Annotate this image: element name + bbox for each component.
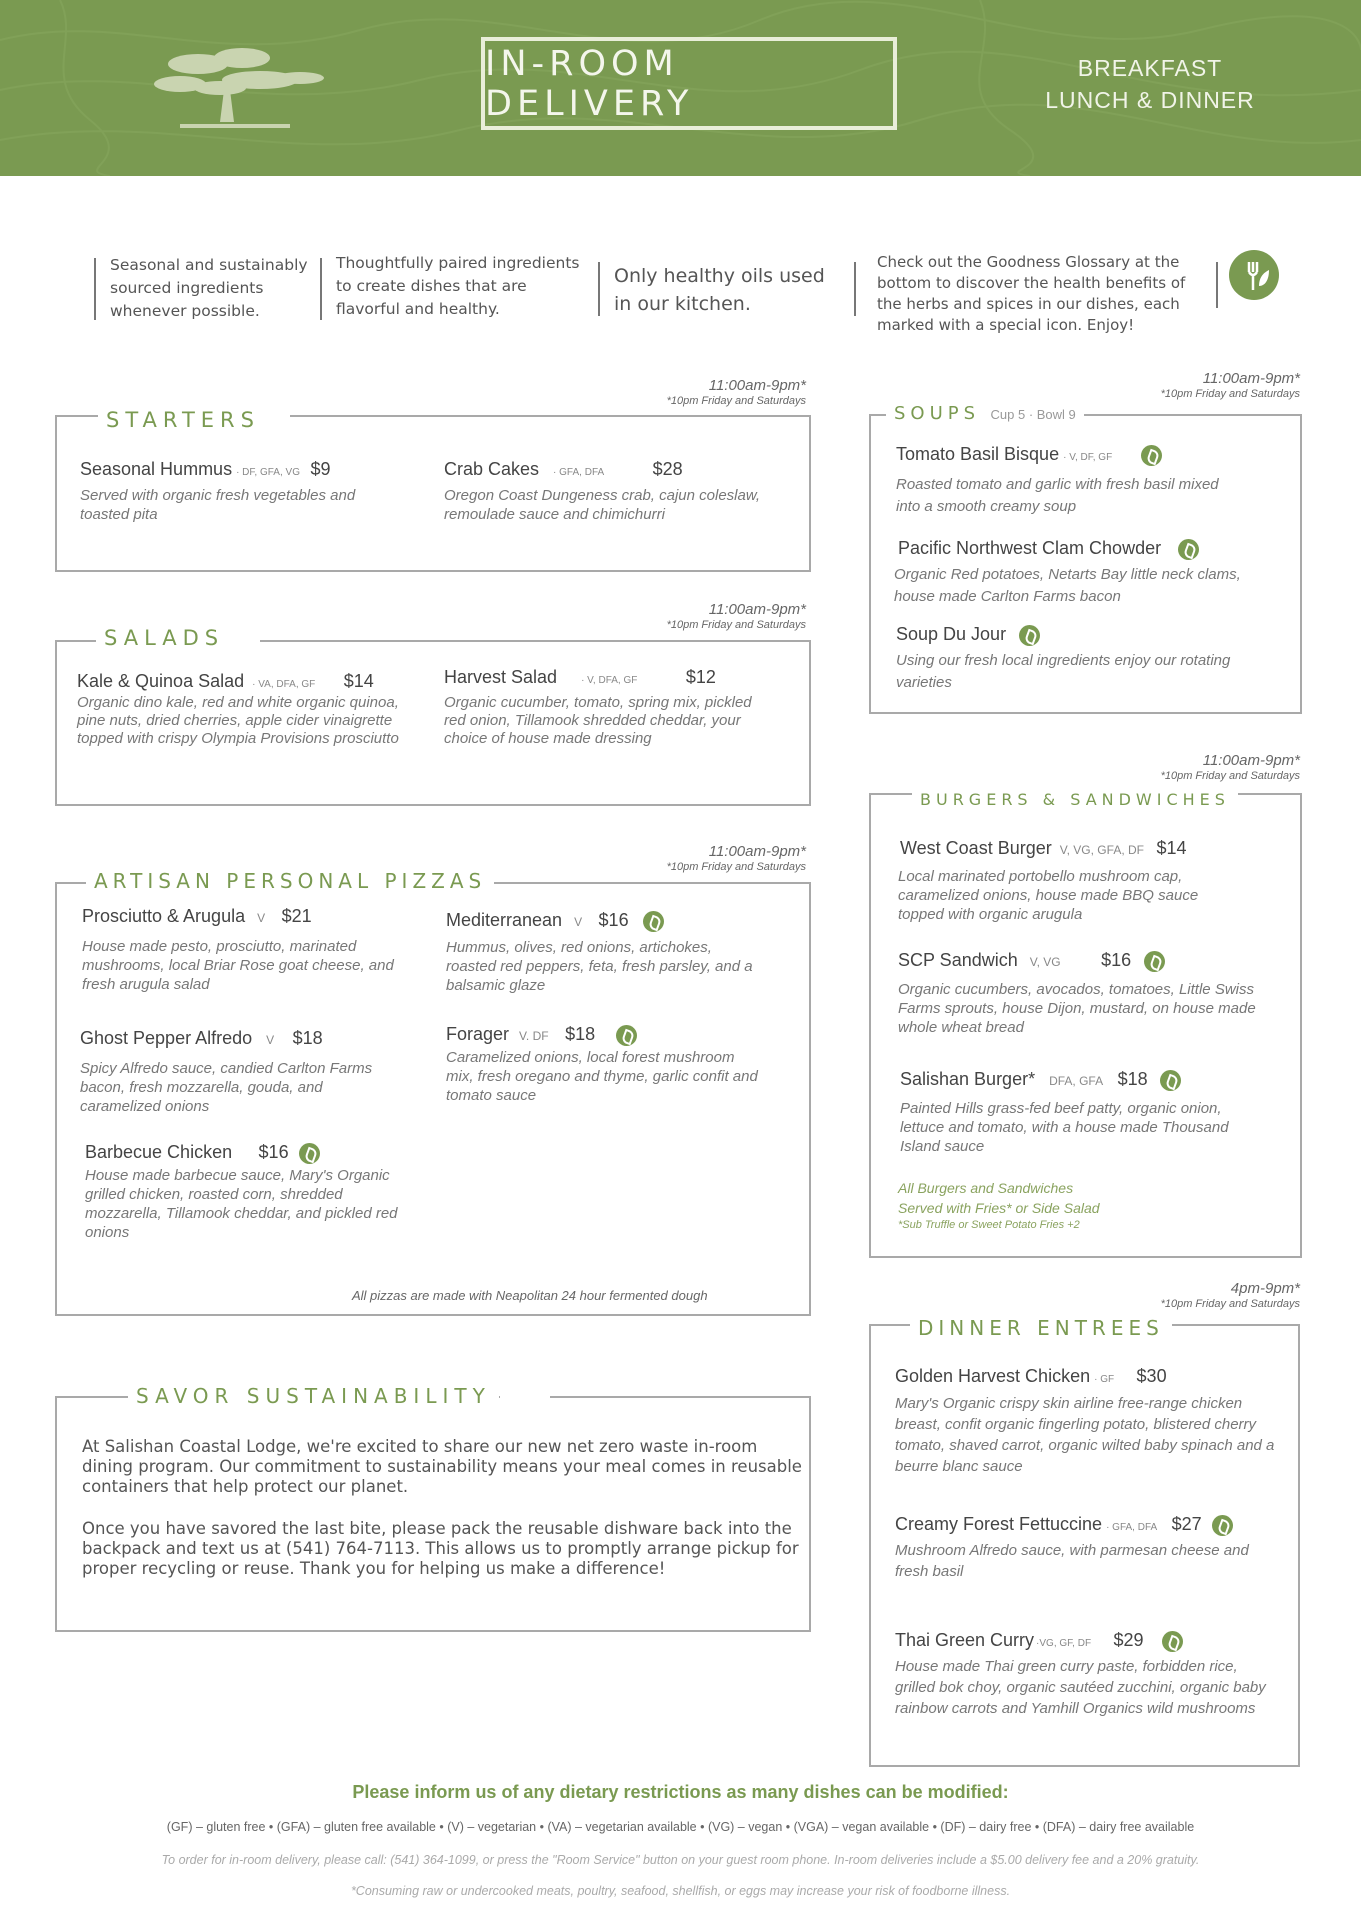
dish-west-coast-burger: [900, 838, 1290, 924]
goodness-leaf-icon: [1212, 1515, 1233, 1536]
dish-tags: V. DF: [519, 1029, 549, 1043]
hours-note: *10pm Friday and Saturdays: [666, 395, 806, 407]
dish-thai-green-curry: [895, 1630, 1285, 1719]
feature-seasonal: Seasonal and sustainably sourced ingredients whenever possible.: [110, 256, 308, 320]
goodness-leaf-icon: [299, 1143, 320, 1164]
dish-forager: [446, 1024, 786, 1105]
dish-ghost-pepper-alfredo: [80, 1028, 420, 1116]
dish-tags: · V, DFA, GF: [581, 675, 638, 686]
dish-barbecue-chicken: [85, 1142, 425, 1242]
dish-description: Organic Red potatoes, Netarts Bay little neck clams, house made Carlton Farms bacon: [894, 566, 1241, 606]
dish-tags: · V, DF, GF: [1063, 452, 1113, 463]
dish-description: Mushroom Alfredo sauce, with parmesan cheese and fresh basil: [895, 1542, 1249, 1581]
dish-price: $21: [281, 906, 312, 926]
dish-description: Hummus, olives, red onions, artichokes, roasted red peppers, feta, fresh parsley, and a balsamic glaze: [446, 939, 753, 995]
dish-description: Local marinated portobello mushroom cap, caramelized onions, house made BBQ sauce topped with organic arugula: [898, 868, 1199, 923]
dish-crab-cakes: [444, 459, 794, 524]
cypress-tree-icon: [150, 44, 330, 128]
hours-text: 11:00am-9pm*: [708, 843, 806, 860]
dish-name: Mediterranean: [446, 910, 563, 930]
dish-price: $9: [310, 459, 331, 479]
dish-golden-harvest-chicken: [895, 1366, 1285, 1477]
dish-price: $12: [685, 667, 716, 687]
hours-text: 11:00am-9pm*: [708, 601, 806, 618]
dish-price: $16: [598, 910, 629, 930]
dish-name: Salishan Burger*: [900, 1069, 1036, 1089]
goodness-leaf-icon: [1144, 951, 1165, 972]
goodness-leaf-icon: [616, 1025, 637, 1046]
dish-name: Golden Harvest Chicken: [895, 1366, 1091, 1386]
dish-tags: V, VG, GFA, DF: [1059, 843, 1144, 857]
dish-kale-quinoa-salad: [77, 671, 417, 748]
sustainability-section: [55, 1396, 811, 1632]
hours-text: 11:00am-9pm*: [1202, 370, 1300, 387]
divider: [320, 258, 322, 320]
hours-note: *10pm Friday and Saturdays: [1160, 388, 1300, 400]
dish-tomato-basil-bisque: [896, 444, 1276, 518]
dish-price: $18: [565, 1024, 596, 1044]
goodness-leaf-icon: [1019, 625, 1040, 646]
dish-name: West Coast Burger: [900, 838, 1052, 858]
dish-name: SCP Sandwich: [898, 950, 1018, 970]
dish-description: Mary's Organic crispy skin airline free-range chicken breast, confit organic fingerling potato, blistered cherry tomato, shaved carrot, organic wilted baby spinach and a beurre blanc sauce: [895, 1395, 1275, 1475]
section-title-burgers: BURGERS & SANDWICHES: [912, 790, 1238, 809]
dish-name: Kale & Quinoa Salad: [77, 671, 245, 691]
dish-soup-du-jour: [896, 624, 1276, 694]
border-gap: [230, 637, 260, 643]
dish-mediterranean: [446, 910, 786, 995]
dish-description: Spicy Alfredo sauce, candied Carlton Farms bacon, fresh mozzarella, gouda, and caramelized onions: [80, 1060, 373, 1115]
dish-description: Roasted tomato and garlic with fresh basil mixed into a smooth creamy soup: [896, 476, 1219, 516]
dish-description: Using our fresh local ingredients enjoy our rotating varieties: [896, 652, 1231, 692]
dietary-restrictions-notice: Please inform us of any dietary restrictions as many dishes can be modified:: [352, 1782, 1009, 1802]
dish-tags: · DF, GFA, VG: [236, 467, 300, 478]
divider: [854, 262, 856, 316]
fork-leaf-icon: [1229, 250, 1279, 300]
dish-tags: · GFA, DFA: [553, 467, 605, 478]
dish-description: Painted Hills grass-fed beef patty, organic onion, lettuce and tomato, with a house made Thousand Island sauce: [900, 1100, 1229, 1156]
dish-tags: · VA, DFA, GF: [252, 679, 316, 690]
dish-scp-sandwich: [898, 950, 1288, 1037]
starters-hours: [560, 377, 806, 407]
section-title-salads: SALADS: [96, 626, 232, 650]
soups-portion-prices: Cup 5 · Bowl 9: [990, 407, 1076, 422]
pizzas-hours: [560, 843, 806, 873]
dish-tags: V, VG: [1029, 955, 1061, 969]
dietary-legend: (GF) – gluten free • (GFA) – gluten free available • (V) – vegetarian • (VA) – vegetarian available • (VG) – vegan • (VGA) – vegan available • (DF) – dairy free • (DFA) – dairy free available: [166, 1820, 1195, 1834]
soups-hours: [1050, 370, 1300, 400]
dish-description: Organic cucumber, tomato, spring mix, pickled red onion, Tillamook shredded cheddar, your choice of house made dressing: [444, 694, 752, 747]
hours-note: *10pm Friday and Saturdays: [1160, 1298, 1300, 1310]
dish-name: Pacific Northwest Clam Chowder: [898, 538, 1162, 558]
hours-text: 4pm-9pm*: [1230, 1280, 1300, 1297]
dish-name: Crab Cakes: [444, 459, 540, 479]
dish-price: $18: [292, 1028, 323, 1048]
ordering-instructions: To order for in-room delivery, please call: (541) 364-1099, or press the "Room Service" button on your guest room phone. In-room deliveries include a $5.00 delivery fee and a 20% gratuity.: [161, 1853, 1200, 1867]
meal-period-line1: BREAKFAST: [1077, 55, 1223, 81]
dish-name: Barbecue Chicken: [85, 1142, 233, 1162]
sustainability-paragraph-2: Once you have savored the last bite, please pack the reusable dishware back into the backpack and text us at (541) 764-7113. This allows us to promptly arrange pickup for proper recycling or reuse. Thank you for helping us make a difference!: [82, 1519, 799, 1578]
feature-paired: Thoughtfully paired ingredients to create dishes that are flavorful and healthy.: [336, 254, 580, 318]
dish-tags: · GFA, DFA: [1106, 1522, 1158, 1533]
dish-price: $29: [1113, 1630, 1144, 1650]
dish-name: Creamy Forest Fettuccine: [895, 1514, 1103, 1534]
section-title-pizzas: ARTISAN PERSONAL PIZZAS: [86, 869, 494, 893]
dish-tags: ·VG, GF, DF: [1036, 1638, 1092, 1649]
dish-tags: DFA, GFA: [1049, 1074, 1104, 1088]
dish-price: $30: [1136, 1366, 1167, 1386]
pizza-dough-note: All pizzas are made with Neapolitan 24 hour fermented dough: [352, 1288, 708, 1303]
goodness-leaf-icon: [1160, 1070, 1181, 1091]
page-title: IN-ROOM DELIVERY: [485, 43, 694, 124]
dish-description: Oregon Coast Dungeness crab, cajun coleslaw, remoulade sauce and chimichurri: [444, 487, 761, 523]
hours-note: *10pm Friday and Saturdays: [666, 861, 806, 873]
section-title-sustainability: SAVOR SUSTAINABILITY: [128, 1384, 499, 1408]
hours-note: *10pm Friday and Saturdays: [666, 619, 806, 631]
goodness-leaf-icon: [1178, 539, 1199, 560]
dish-price: $27: [1171, 1514, 1202, 1534]
dish-name: Thai Green Curry: [895, 1630, 1035, 1650]
dish-name: Seasonal Hummus: [80, 459, 233, 479]
dish-name: Prosciutto & Arugula: [82, 906, 246, 926]
dinner-hours: [1050, 1280, 1300, 1310]
section-title-starters: STARTERS: [98, 408, 268, 432]
border-gap: [500, 1393, 550, 1399]
border-gap: [260, 412, 290, 418]
dish-name: Forager: [446, 1024, 510, 1044]
dish-description: Served with organic fresh vegetables and toasted pita: [80, 487, 356, 523]
dish-name: Ghost Pepper Alfredo: [80, 1028, 253, 1048]
dish-description: House made barbecue sauce, Mary's Organic grilled chicken, roasted corn, shredded mozzarella, Tillamook cheddar, and pickled red onions: [85, 1167, 398, 1242]
dish-price: $28: [652, 459, 683, 479]
dish-tags: V: [266, 1033, 275, 1047]
hours-note: *10pm Friday and Saturdays: [1160, 770, 1300, 782]
header-banner: [0, 0, 1361, 176]
salads-hours: [560, 601, 806, 631]
hours-text: 11:00am-9pm*: [1202, 752, 1300, 769]
section-title-soups: SOUPS: [894, 403, 981, 424]
dish-description: Organic dino kale, red and white organic quinoa, pine nuts, dried cherries, apple cider vinaigrette topped with crispy Olympia Provisions prosciutto: [77, 694, 399, 747]
dish-price: $16: [258, 1142, 289, 1162]
dish-tags: · GF: [1094, 1374, 1115, 1385]
goodness-leaf-icon: [1141, 445, 1162, 466]
section-title-dinner: DINNER ENTREES: [910, 1316, 1172, 1340]
meal-periods: [1020, 52, 1280, 116]
dish-name: Soup Du Jour: [896, 624, 1007, 644]
dish-description: Organic cucumbers, avocados, tomatoes, Little Swiss Farms sprouts, house Dijon, mustard, on house made whole wheat bread: [898, 981, 1256, 1037]
hours-text: 11:00am-9pm*: [708, 377, 806, 394]
divider: [94, 258, 96, 320]
dish-price: $16: [1101, 950, 1132, 970]
dish-harvest-salad: [444, 667, 784, 748]
dish-seasonal-hummus: [80, 459, 380, 524]
feature-oils: Only healthy oils used in our kitchen.: [614, 265, 825, 315]
goodness-leaf-icon: [1162, 1631, 1183, 1652]
burgers-sides-note: [898, 1178, 1100, 1232]
divider: [598, 262, 600, 316]
dish-creamy-forest-fettuccine: [895, 1514, 1285, 1582]
divider: [1216, 262, 1218, 308]
dish-price: $18: [1117, 1069, 1148, 1089]
feature-goodness-glossary: Check out the Goodness Glossary at the bottom to discover the health benefits of the herbs and spices in our dishes, each marked with a special icon. Enjoy!: [877, 253, 1186, 334]
dish-tags: V: [257, 911, 266, 925]
sustainability-paragraph-1: At Salishan Coastal Lodge, we're excited to share our new net zero waste in-room dining program. Our commitment to sustainability means your meal comes in reusable containers that help protect our planet.: [82, 1437, 802, 1496]
consumption-warning: *Consuming raw or undercooked meats, poultry, seafood, shellfish, or eggs may increase your risk of foodborne illness.: [350, 1884, 1011, 1898]
dish-prosciutto-arugula: [82, 906, 422, 994]
dish-price: $14: [343, 671, 374, 691]
dish-clam-chowder: [894, 538, 1278, 608]
meal-period-line2: LUNCH & DINNER: [1045, 87, 1255, 113]
note-line: Served with Fries* or Side Salad: [898, 1200, 1100, 1216]
dish-description: House made Thai green curry paste, forbidden rice, grilled bok choy, organic sautéed zucchini, organic baby rainbow carrots and Yamhill Organics wild mushrooms: [895, 1658, 1266, 1718]
goodness-leaf-icon: [643, 911, 664, 932]
dish-description: House made pesto, prosciutto, marinated mushrooms, local Briar Rose goat cheese, and fresh arugula salad: [82, 938, 394, 993]
dish-name: Harvest Salad: [444, 667, 558, 687]
title-box: [481, 37, 897, 130]
soups-heading: [886, 403, 1084, 424]
note-line: *Sub Truffle or Sweet Potato Fries +2: [898, 1219, 1080, 1231]
dish-description: Caramelized onions, local forest mushroom mix, fresh oregano and thyme, garlic confit and tomato sauce: [446, 1049, 758, 1105]
dish-price: $14: [1156, 838, 1187, 858]
dish-salishan-burger: [900, 1069, 1290, 1156]
burgers-hours: [1050, 752, 1300, 782]
dish-name: Tomato Basil Bisque: [896, 444, 1060, 464]
dish-tags: V: [574, 915, 583, 929]
note-line: All Burgers and Sandwiches: [898, 1180, 1074, 1196]
